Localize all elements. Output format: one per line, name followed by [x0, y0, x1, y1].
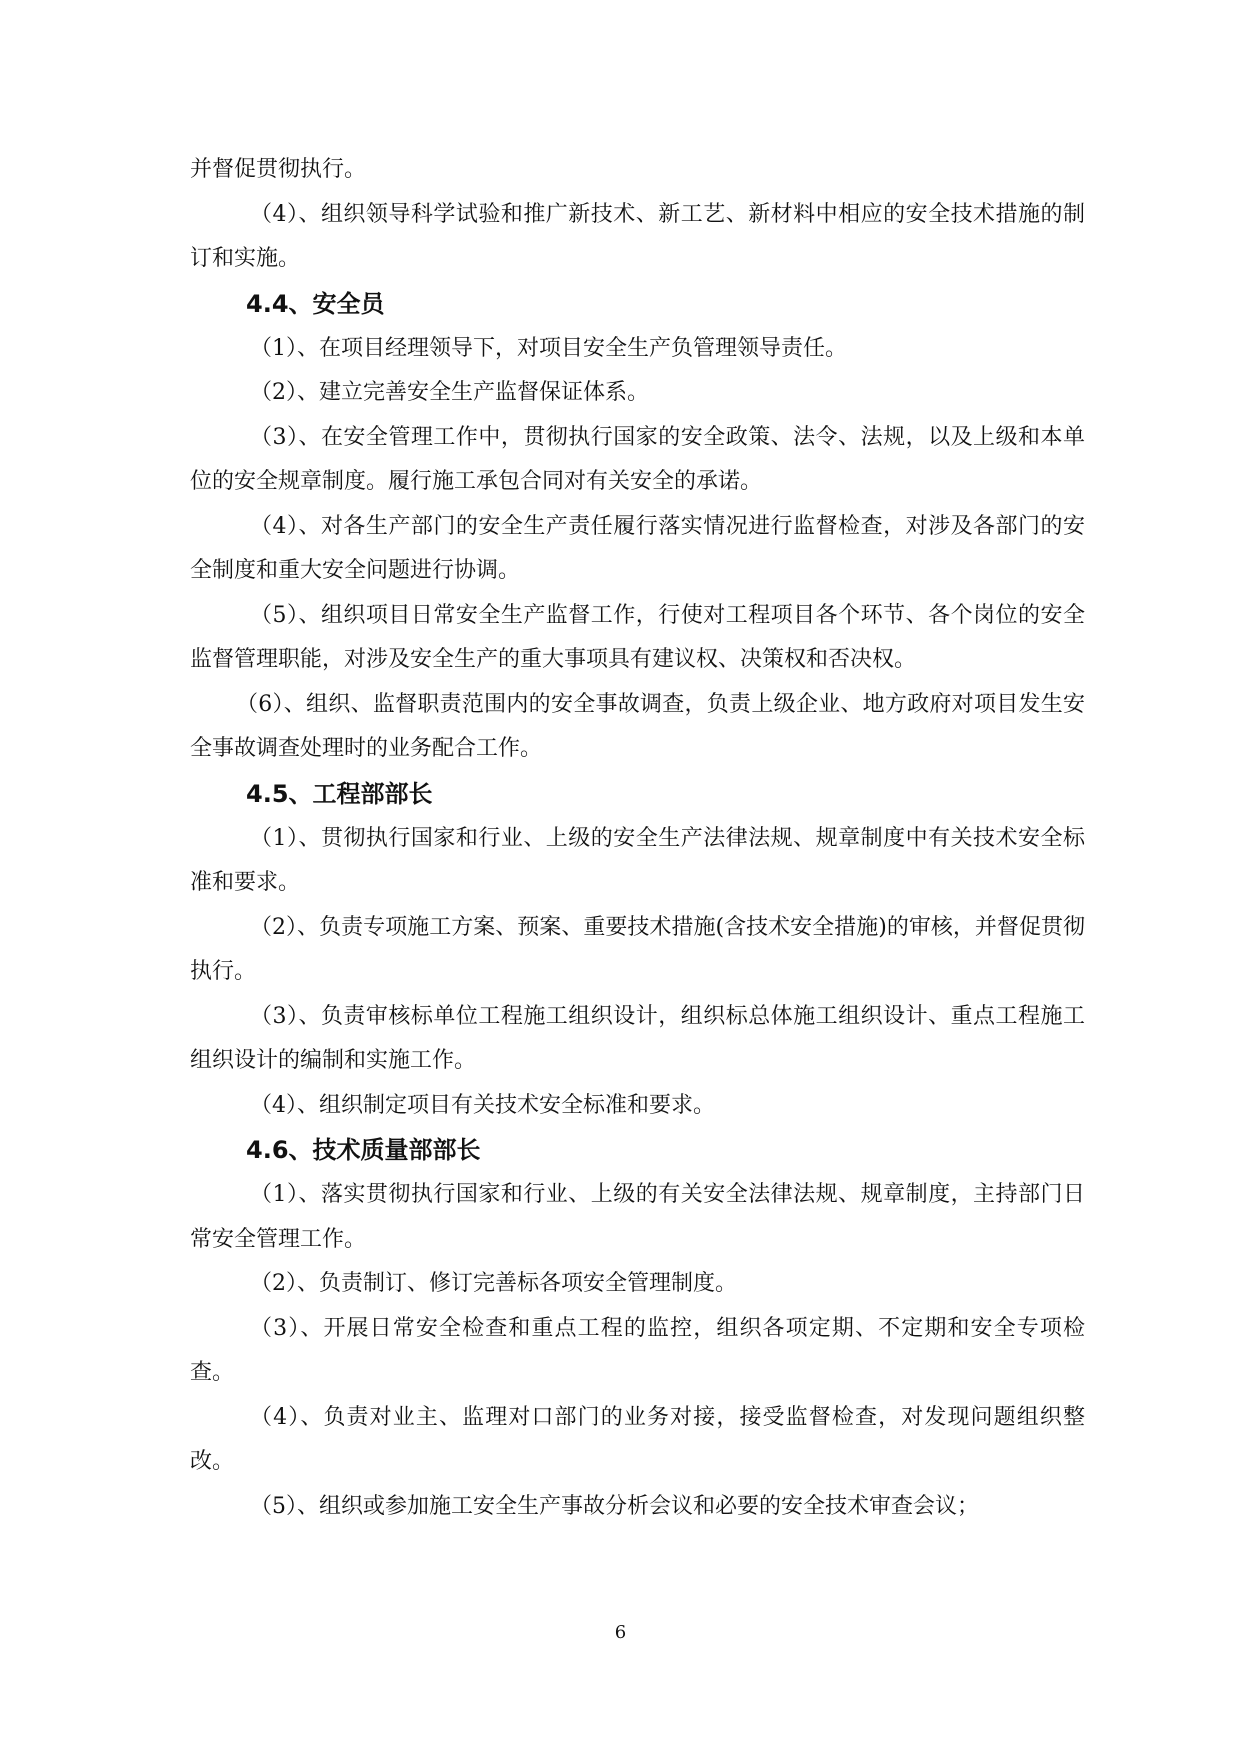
paragraph-item: （3）、在安全管理工作中，贯彻执行国家的安全政策、法令、法规，以及上级和本单位的安全规章制度。履行施工承包合同对有关安全的承诺。 — [190, 424, 1085, 494]
paragraph-item: （3）、负责审核标单位工程施工组织设计，组织标总体施工组织设计、重点工程施工组织设计的编制和实施工作。 — [190, 1003, 1085, 1073]
paragraph-item: （2）、负责专项施工方案、预案、重要技术措施(含技术安全措施)的审核，并督促贯彻执行。 — [190, 914, 1085, 984]
section-heading-4-6: 4.6、技术质量部部长 — [246, 1136, 481, 1164]
paragraph-item: （2）、负责制订、修订完善标各项安全管理制度。 — [250, 1271, 737, 1296]
paragraph-item: （1）、在项目经理领导下，对项目安全生产负管理领导责任。 — [250, 335, 847, 361]
paragraph-item: （1）、贯彻执行国家和行业、上级的安全生产法律法规、规章制度中有关技术安全标准和要求。 — [190, 825, 1085, 895]
paragraph-item: （1）、落实贯彻执行国家和行业、上级的有关安全法律法规、规章制度，主持部门日常安全管理工作。 — [190, 1182, 1085, 1252]
paragraph-item: （6）、组织、监督职责范围内的安全事故调查，负责上级企业、地方政府对项目发生安全事故调查处理时的业务配合工作。 — [190, 691, 1085, 761]
paragraph-item: （5）、组织或参加施工安全生产事故分析会议和必要的安全技术审查会议； — [250, 1493, 979, 1519]
paragraph-continuation: 并督促贯彻执行。 — [190, 157, 367, 182]
page-number: 6 — [614, 1622, 627, 1643]
paragraph-item: （4）、组织领导科学试验和推广新技术、新工艺、新材料中相应的安全技术措施的制订和实施。 — [190, 201, 1085, 271]
section-heading-4-5: 4.5、工程部部长 — [246, 779, 433, 808]
section-heading-4-4: 4.4、安全员 — [246, 289, 385, 318]
paragraph-item: （4）、组织制定项目有关技术安全标准和要求。 — [250, 1092, 715, 1118]
paragraph-item: （5）、组织项目日常安全生产监督工作，行使对工程项目各个环节、各个岗位的安全监督管理职能，对涉及安全生产的重大事项具有建议权、决策权和否决权。 — [190, 602, 1085, 672]
paragraph-item: （2）、建立完善安全生产监督保证体系。 — [250, 380, 649, 405]
paragraph-item: （3）、开展日常安全检查和重点工程的监控，组织各项定期、不定期和安全专项检查。 — [190, 1315, 1085, 1385]
paragraph-item: （4）、负责对业主、监理对口部门的业务对接，接受监督检查，对发现问题组织整改。 — [190, 1404, 1085, 1474]
paragraph-item: （4）、对各生产部门的安全生产责任履行落实情况进行监督检查，对涉及各部门的安全制度和重大安全问题进行协调。 — [190, 513, 1085, 583]
page-body — [190, 148, 1085, 1529]
